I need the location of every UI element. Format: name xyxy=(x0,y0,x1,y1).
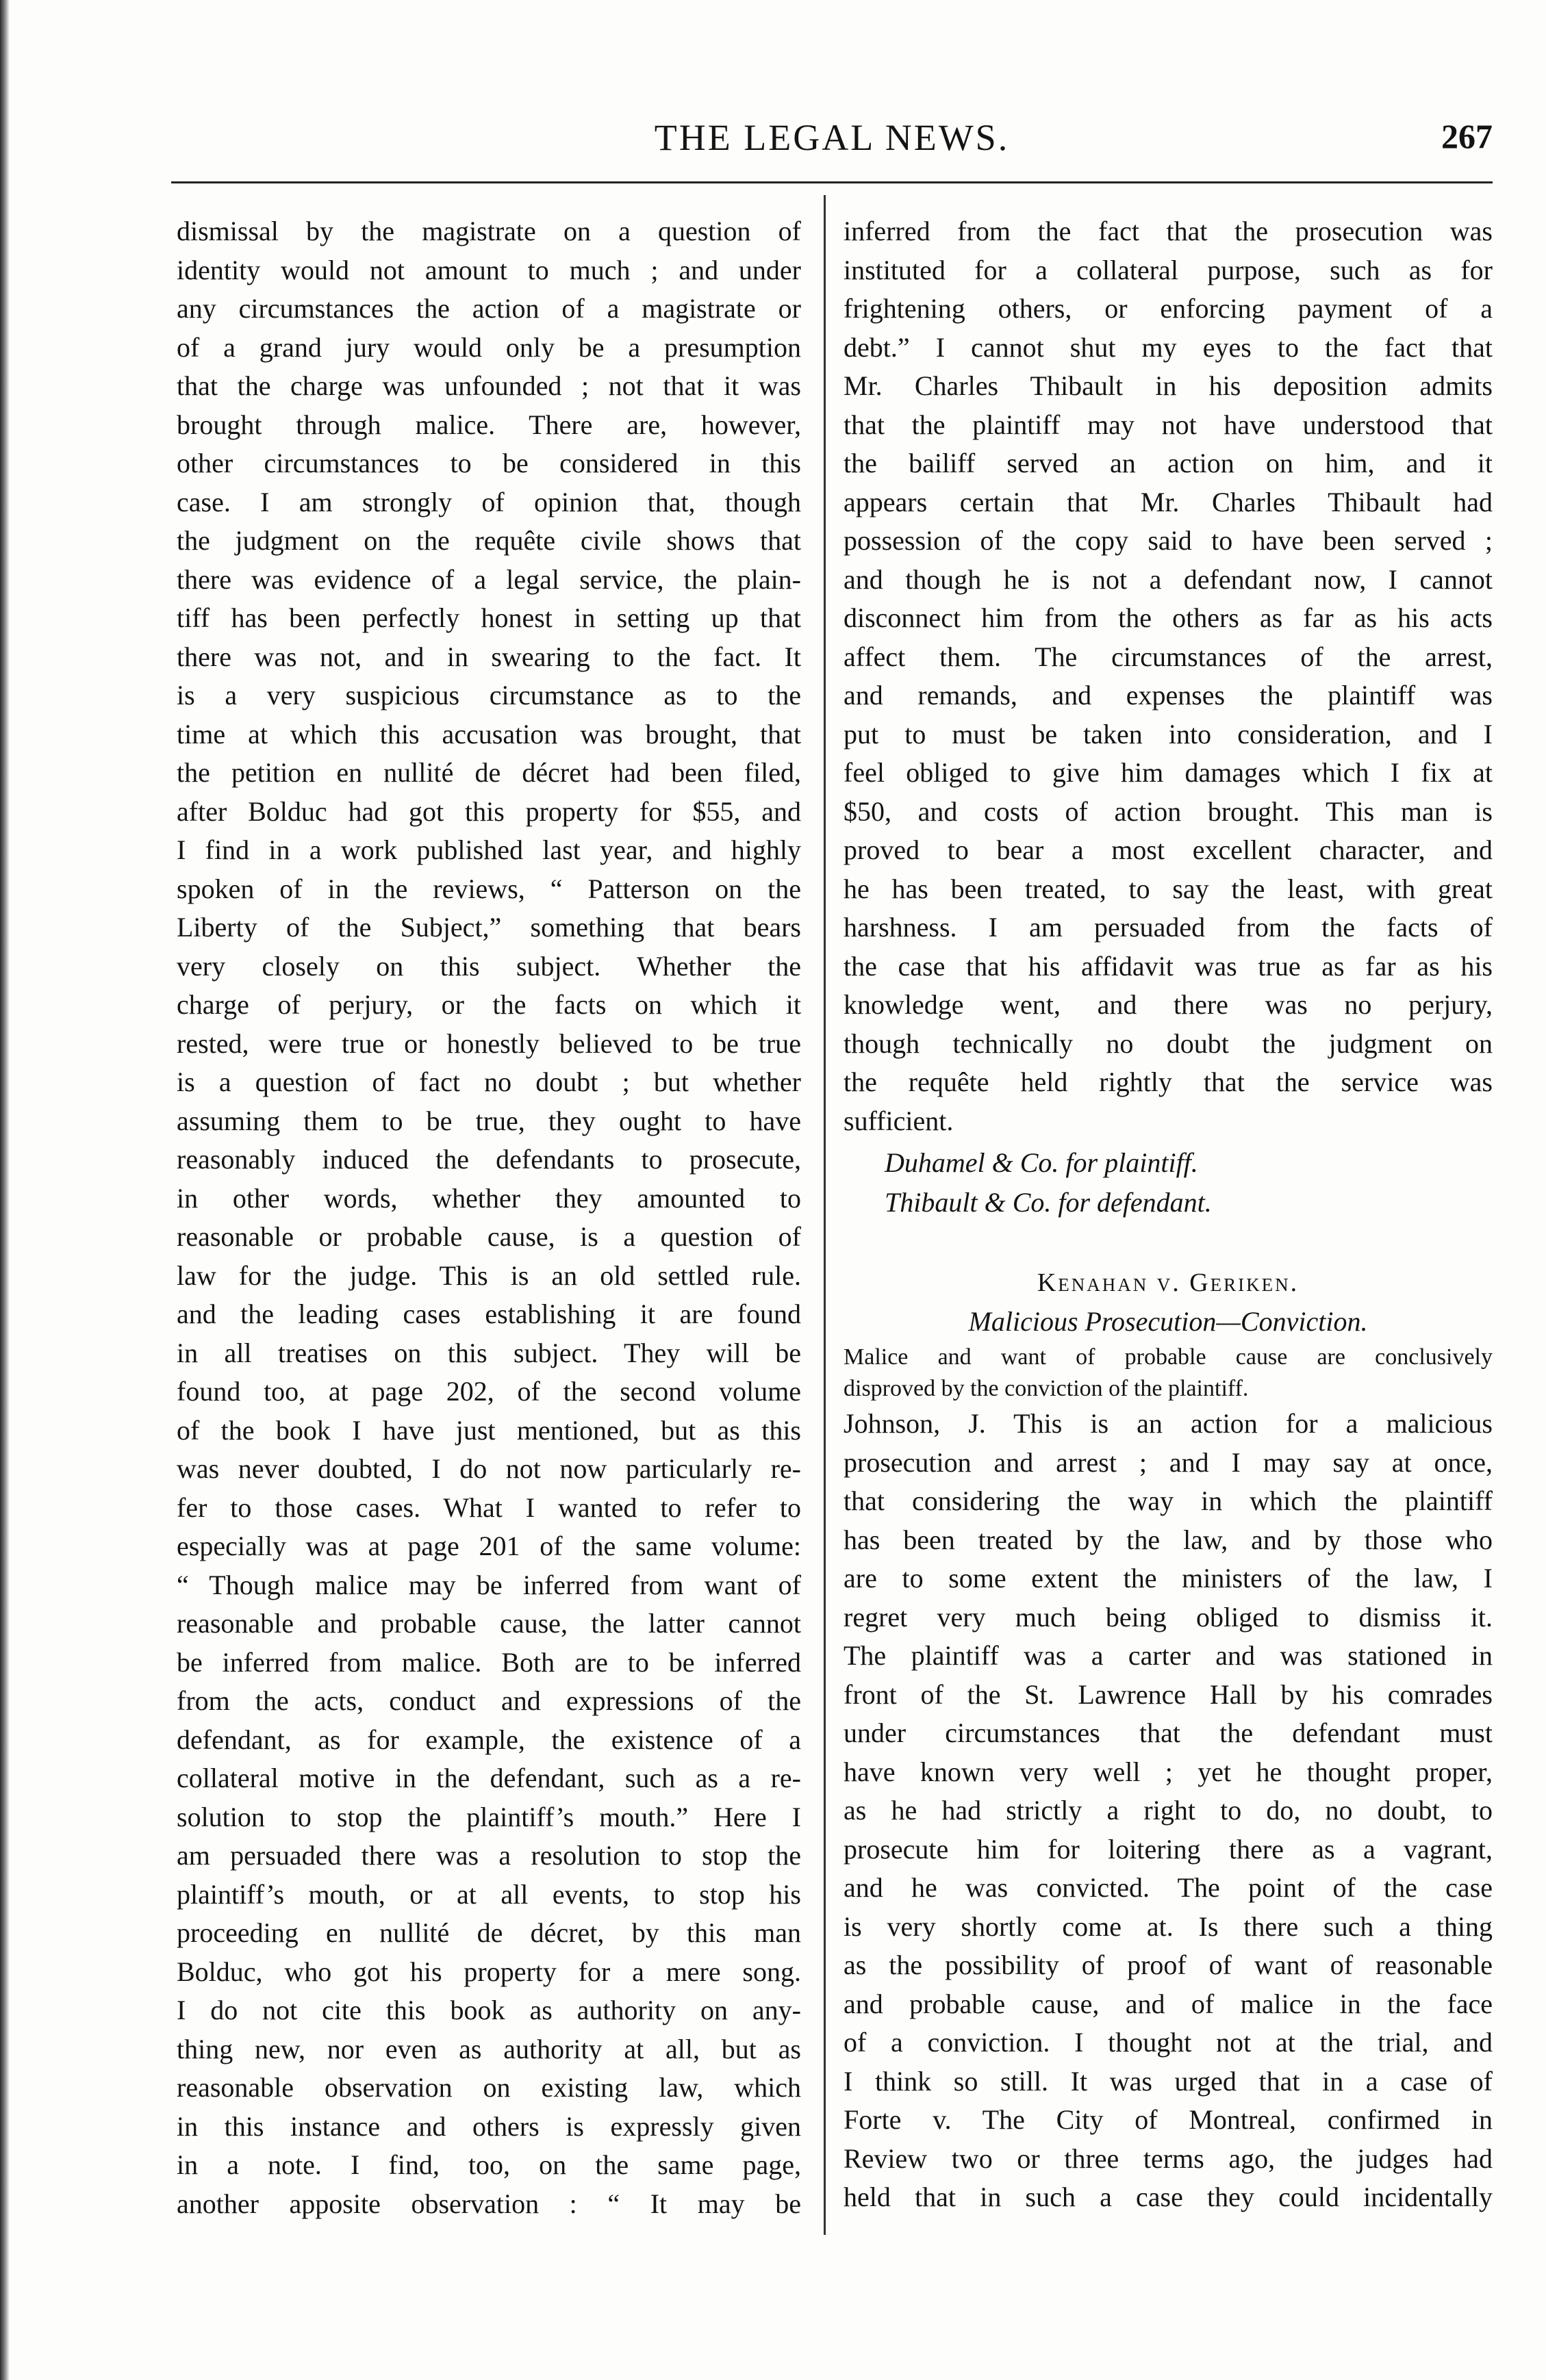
page-binding-edge xyxy=(0,0,10,2380)
text-line: disconnect him from the others as far as his acts xyxy=(844,602,1493,633)
text-line: and probable cause, and of malice in the face xyxy=(844,1988,1493,2019)
text-line: from the acts, conduct and expressions of the xyxy=(177,1685,801,1716)
text-line: in all treatises on this subject. They will be xyxy=(177,1337,801,1368)
right-column xyxy=(844,212,1493,2217)
text-line: I do not cite this book as authority on any- xyxy=(177,1995,801,2025)
text-line: proved to bear a most excellent character, and xyxy=(844,834,1493,865)
text-line: affect them. The circumstances of the arrest, xyxy=(844,641,1493,672)
text-line: after Bolduc had got this property for $55, and xyxy=(177,795,801,827)
page-number: 267 xyxy=(1441,117,1493,155)
text-line: has been treated by the law, and by those who xyxy=(844,1524,1493,1555)
text-line: of the book I have just mentioned, but as this xyxy=(177,1414,801,1446)
text-line: rested, were true or honestly believed to be true xyxy=(177,1027,801,1059)
text-line: brought through malice. There are, however, xyxy=(177,409,801,440)
text-line: dismissal by the magistrate on a question of xyxy=(177,216,801,246)
text-line: there was evidence of a legal service, the plain- xyxy=(177,563,801,595)
text-line: case. I am strongly of opinion that, though xyxy=(177,486,801,517)
text-line: held that in such a case they could incidentally xyxy=(844,2181,1493,2212)
text-line: assuming them to be true, they ought to have xyxy=(177,1105,801,1136)
text-line: time at which this accusation was brought, that xyxy=(177,718,801,750)
text-line: I think so still. It was urged that in a case of xyxy=(844,2065,1493,2097)
text-line: The plaintiff was a carter and was stationed in xyxy=(844,1640,1493,1671)
text-line: possession of the copy said to have been served ; xyxy=(844,525,1493,556)
text-line: be inferred from malice. Both are to be inferred xyxy=(177,1646,801,1678)
text-line: and the leading cases establishing it are found xyxy=(177,1298,801,1329)
counsel-plaintiff: Duhamel & Co. for plaintiff. xyxy=(885,1147,1198,1178)
text-line: I find in a work published last year, and highly xyxy=(177,834,801,865)
text-line: though technically no doubt the judgment on xyxy=(844,1027,1493,1059)
text-line: of a conviction. I thought not at the trial, and xyxy=(844,2027,1493,2058)
text-line: reasonable and probable cause, the latter cannot xyxy=(177,1608,801,1639)
right-column-text xyxy=(844,212,1493,1140)
text-line: the judgment on the requête civile shows that xyxy=(177,525,801,556)
text-line: especially was at page 201 of the same volume: xyxy=(177,1531,801,1561)
text-line: the case that his affidavit was true as far as his xyxy=(844,950,1493,982)
text-line: “ Though malice may be inferred from want of xyxy=(177,1569,801,1600)
text-line: as he had strictly a right to do, no doubt, to xyxy=(844,1795,1493,1826)
text-line: Malice and want of probable cause are conclusively xyxy=(844,1344,1493,1370)
text-line: there was not, and in swearing to the fact. It xyxy=(177,641,801,672)
text-line: the bailiff served an action on him, and it xyxy=(844,448,1493,478)
left-column-text xyxy=(177,212,801,2223)
text-line: of a grand jury would only be a presumption xyxy=(177,331,801,363)
text-line: am persuaded there was a resolution to stop the xyxy=(177,1840,801,1871)
text-line: other circumstances to be considered in this xyxy=(177,448,801,478)
text-line: he has been treated, to say the least, with great xyxy=(844,873,1493,904)
text-line: $50, and costs of action brought. This man is xyxy=(844,795,1493,827)
header-rule xyxy=(171,181,1493,183)
text-line: another apposite observation : “ It may be xyxy=(177,2188,801,2219)
text-line: reasonable observation on existing law, which xyxy=(177,2072,801,2103)
judgment-text xyxy=(844,1405,1493,2217)
text-line: Bolduc, who got his property for a mere song. xyxy=(177,1956,801,1987)
text-line: fer to those cases. What I wanted to refer to xyxy=(177,1492,801,1523)
text-line: and he was convicted. The point of the case xyxy=(844,1872,1493,1903)
text-line: disproved by the conviction of the plaintiff. xyxy=(844,1376,1249,1401)
text-line: prosecute him for loitering there as a vagrant, xyxy=(844,1833,1493,1865)
text-line: is very shortly come at. Is there such a thing xyxy=(844,1910,1493,1942)
running-head xyxy=(171,116,1493,171)
text-line: in a note. I find, too, on the same page, xyxy=(177,2149,801,2180)
text-line: prosecution and arrest ; and I may say at once, xyxy=(844,1446,1493,1478)
text-line: very closely on this subject. Whether the xyxy=(177,950,801,982)
text-line: front of the St. Lawrence Hall by his comrades xyxy=(844,1678,1493,1710)
text-line: Mr. Charles Thibault in his deposition admits xyxy=(844,370,1493,401)
text-line: charge of perjury, or the facts on which it xyxy=(177,989,801,1020)
text-line: reasonable or probable cause, is a question of xyxy=(177,1221,801,1252)
text-line: have known very well ; yet he thought proper, xyxy=(844,1756,1493,1787)
column-divider xyxy=(824,195,826,2235)
text-line: Forte v. The City of Montreal, confirmed in xyxy=(844,2104,1493,2135)
text-line: in other words, whether they amounted to xyxy=(177,1182,801,1214)
text-line: frightening others, or enforcing payment of a xyxy=(844,293,1493,324)
text-line: Johnson, J. This is an action for a malicious xyxy=(844,1408,1493,1439)
counsel-defendant: Thibault & Co. for defendant. xyxy=(885,1187,1212,1218)
text-line: that the plaintiff may not have understood that xyxy=(844,409,1493,440)
text-line: solution to stop the plaintiff’s mouth.” Here I xyxy=(177,1801,801,1832)
text-line: inferred from the fact that the prosecution was xyxy=(844,216,1493,246)
counsel-list xyxy=(844,1143,1493,1223)
text-line: in this instance and others is expressly given xyxy=(177,2110,801,2142)
text-line: harshness. I am persuaded from the facts of xyxy=(844,912,1493,943)
text-line: that the charge was unfounded ; not that it was xyxy=(177,370,801,401)
text-line: proceeding en nullité de décret, by this man xyxy=(177,1917,801,1948)
text-line: tiff has been perfectly honest in setting up that xyxy=(177,602,801,633)
text-line: law for the judge. This is an old settled rule. xyxy=(177,1259,801,1291)
text-line: debt.” I cannot shut my eyes to the fact that xyxy=(844,331,1493,363)
text-line: regret very much being obliged to dismiss it. xyxy=(844,1601,1493,1633)
case-title: Kenahan v. Geriken. xyxy=(1037,1268,1300,1297)
headnote xyxy=(844,1342,1493,1405)
text-line: plaintiff’s mouth, or at all events, to stop his xyxy=(177,1878,801,1910)
text-line: Review two or three terms ago, the judges had xyxy=(844,2142,1493,2174)
text-line: reasonably induced the defendants to prosecute, xyxy=(177,1144,801,1175)
text-line: are to some extent the ministers of the law, I xyxy=(844,1563,1493,1594)
text-line: any circumstances the action of a magistrate or xyxy=(177,293,801,324)
text-line: is a very suspicious circumstance as to the xyxy=(177,680,801,711)
text-line: is a question of fact no doubt ; but whether xyxy=(177,1066,801,1097)
text-line: as the possibility of proof of want of reasonable xyxy=(844,1949,1493,1980)
text-line: was never doubted, I do not now particularly re- xyxy=(177,1453,801,1484)
text-line: knowledge went, and there was no perjury, xyxy=(844,989,1493,1020)
text-line: Liberty of the Subject,” something that bears xyxy=(177,912,801,943)
text-line: feel obliged to give him damages which I fix at xyxy=(844,757,1493,788)
text-line: appears certain that Mr. Charles Thibault had xyxy=(844,486,1493,517)
text-line: defendant, as for example, the existence of a xyxy=(177,1724,801,1755)
text-line: found too, at page 202, of the second volume xyxy=(177,1376,801,1407)
text-line: thing new, nor even as authority at all, but as xyxy=(177,2033,801,2064)
text-line: under circumstances that the defendant must xyxy=(844,1717,1493,1748)
left-column xyxy=(177,212,801,2223)
text-line: the petition en nullité de décret had been filed, xyxy=(177,757,801,788)
text-line: and though he is not a defendant now, I cannot xyxy=(844,563,1493,595)
text-line: sufficient. xyxy=(844,1105,954,1136)
text-line: the requête held rightly that the service was xyxy=(844,1066,1493,1097)
journal-title: THE LEGAL NEWS. xyxy=(654,117,1010,158)
text-line: spoken of in the reviews, “ Patterson on the xyxy=(177,873,801,904)
text-line: that considering the way in which the plaintiff xyxy=(844,1485,1493,1516)
text-line: and remands, and expenses the plaintiff was xyxy=(844,680,1493,711)
text-line: put to must be taken into consideration, and I xyxy=(844,718,1493,750)
text-line: collateral motive in the defendant, such as a re- xyxy=(177,1763,801,1793)
text-line: identity would not amount to much ; and under xyxy=(177,254,801,285)
case-subtitle: Malicious Prosecution—Conviction. xyxy=(968,1306,1368,1337)
text-line: instituted for a collateral purpose, such as for xyxy=(844,254,1493,285)
